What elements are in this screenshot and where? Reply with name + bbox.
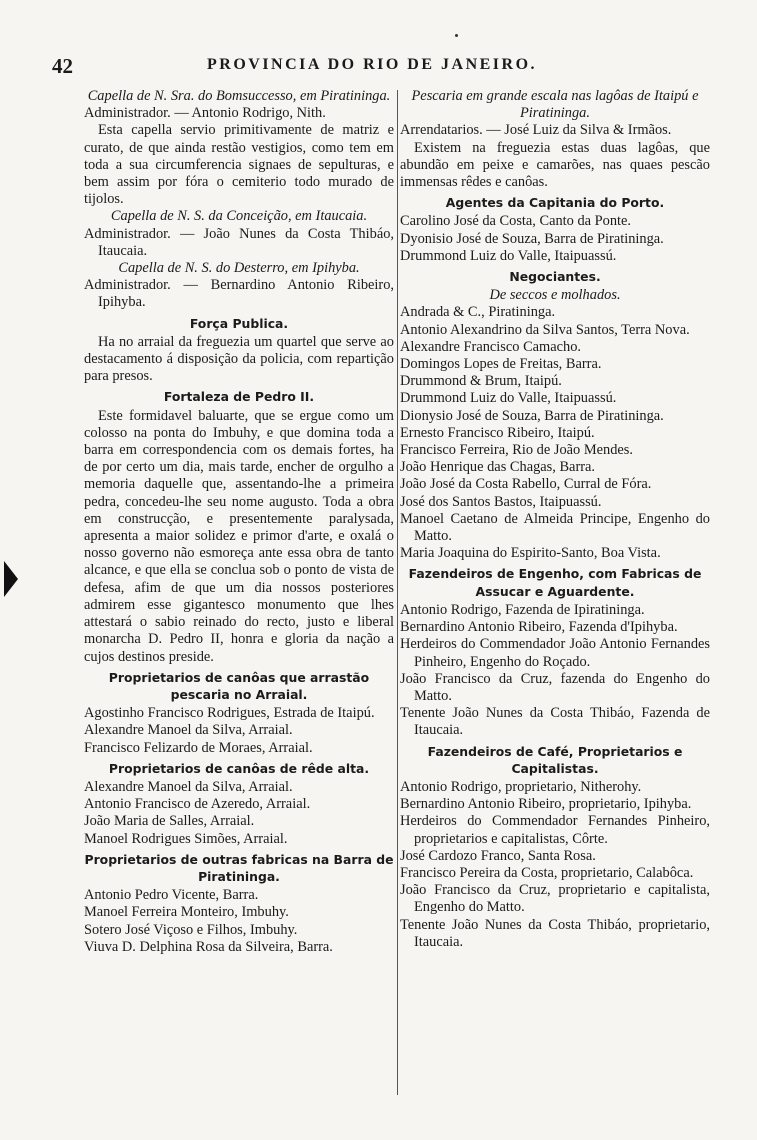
margin-arrow-mark — [4, 561, 18, 597]
list-entry: José Cardozo Franco, Santa Rosa. — [400, 847, 596, 864]
left-column — [84, 88, 394, 956]
list-entry: Maria Joaquina do Espirito-Santo, Boa Vista. — [400, 545, 661, 562]
list-entry: Tenente João Nunes da Costa Thibáo, Fazenda de Itaucaia. — [400, 705, 710, 739]
list-entry: Manoel Rodrigues Simões, Arraial. — [84, 830, 288, 847]
list-entry: Arrendatarios. — José Luiz da Silva & Irmãos. — [400, 122, 672, 139]
list-entry: José dos Santos Bastos, Itaipuassú. — [400, 493, 602, 510]
list-entry: Alexandre Francisco Camacho. — [400, 338, 582, 355]
list-entry: Bernardino Antonio Ribeiro, proprietario, Ipihyba. — [400, 796, 692, 813]
paragraph: Este formidavel baluarte, que se ergue como um colosso na ponta do Imbuhy, e que domina toda a barra em correspondencia com os demais fortes, ha de por certo um dia, mais tarde, encher de orgulho a memoria daquelle que, assentando-lhe a primeira pedra, concedeu-lhe seu nome augusto. Toda a obra em construcção, e presentemente paralysada, apresenta a maior solidez e primor d'arte, e oxalá o nosso governo não esmoreça ante essa obra de tanto alcance, e que ella se conclua sob o ponto de vista de defesa, afim de que um dia nossos posteriores admirem esse gigantesco monumento que lhes attestará o sabio reinado do recto, justo e liberal monarcha D. Pedro II, honra e gloria da nação a cujos destinos preside. — [84, 407, 394, 665]
list-entry: Andrada & C., Piratininga. — [400, 304, 556, 321]
list-entry: Tenente João Nunes da Costa Thibáo, proprietario, Itaucaia. — [400, 916, 710, 950]
section-heading: Proprietarios de canôas de rêde alta. — [108, 760, 370, 776]
section-heading: Proprietarios de outras fabricas na Barra de Piratininga. — [84, 851, 394, 884]
list-entry: Manoel Ferreira Monteiro, Imbuhy. — [84, 904, 289, 921]
section-caption: Pescaria em grande escala nas lagôas de Itaipú e Piratininga. — [411, 88, 699, 122]
section-heading: Fortaleza de Pedro II. — [163, 389, 315, 405]
list-entry: Alexandre Manoel da Silva, Arraial. — [84, 778, 293, 795]
list-entry: Dionysio José de Souza, Barra de Piratininga. — [400, 407, 664, 424]
paragraph: Existem na freguezia estas duas lagôas, que abundão em peixe e camarões, nas quaes pescão immensas rêdes e canôas. — [400, 139, 710, 191]
list-entry: Antonio Rodrigo, proprietario, Nitherohy. — [400, 778, 642, 795]
list-entry: Francisco Ferreira, Rio de João Mendes. — [400, 442, 633, 459]
list-entry: Francisco Pereira da Costa, proprietario, Calabôca. — [400, 864, 694, 881]
paragraph: Ha no arraial da freguezia um quartel que serve ao destacamento á disposição da policia, com repartição para presos. — [84, 333, 394, 385]
list-entry: Drummond & Brum, Itaipú. — [400, 373, 562, 390]
page-number: 42 — [52, 54, 73, 78]
list-entry: João Henrique das Chagas, Barra. — [400, 459, 596, 476]
section-heading: Proprietarios de canôas que arrastão pescaria no Arraial. — [108, 669, 370, 702]
section-heading: Força Publica. — [189, 315, 289, 331]
list-entry: João Francisco da Cruz, fazenda do Engenho do Matto. — [400, 670, 710, 704]
list-entry: João José da Costa Rabello, Curral de Fóra. — [400, 476, 652, 493]
section-heading: Negociantes. — [509, 269, 601, 285]
list-entry: Carolino José da Costa, Canto da Ponte. — [400, 213, 632, 230]
list-entry: Francisco Felizardo de Moraes, Arraial. — [84, 739, 313, 756]
paragraph: Administrador. — Antonio Rodrigo, Nith. — [84, 105, 326, 122]
list-entry: Bernardino Antonio Ribeiro, Fazenda d'Ipihyba. — [400, 619, 678, 636]
list-entry: Antonio Pedro Vicente, Barra. — [84, 887, 259, 904]
list-entry: João Maria de Salles, Arraial. — [84, 813, 255, 830]
column-divider — [397, 90, 398, 1095]
list-entry: Manoel Caetano de Almeida Principe, Engenho do Matto. — [400, 510, 710, 545]
list-entry: Domingos Lopes de Freitas, Barra. — [400, 356, 602, 373]
running-header — [52, 54, 712, 80]
section-caption: De seccos e molhados. — [489, 287, 621, 304]
list-entry: Herdeiros do Commendador João Antonio Fernandes Pinheiro, Engenho do Roçado. — [400, 636, 710, 670]
right-column — [400, 88, 710, 951]
list-entry: Herdeiros do Commendador Fernandes Pinheiro, proprietarios e capitalistas, Côrte. — [400, 813, 710, 847]
list-entry: Drummond Luiz do Valle, Itaipuassú. — [400, 247, 617, 264]
list-entry: Antonio Francisco de Azeredo, Arraial. — [84, 796, 311, 813]
list-entry: Antonio Alexandrino da Silva Santos, Terra Nova. — [400, 321, 690, 338]
list-entry: Drummond Luiz do Valle, Itaipuassú. — [400, 390, 617, 407]
section-heading: Agentes da Capitania do Porto. — [445, 195, 665, 211]
print-speck — [455, 34, 458, 37]
list-entry: Alexandre Manoel da Silva, Arraial. — [84, 722, 293, 739]
list-entry: Antonio Rodrigo, Fazenda de Ipiratininga. — [400, 601, 645, 618]
list-entry: Administrador. — João Nunes da Costa Thibáo, Itaucaia. — [84, 225, 394, 259]
list-entry: Viuva D. Delphina Rosa da Silveira, Barra. — [84, 938, 333, 955]
list-entry: Dyonisio José de Souza, Barra de Piratininga. — [400, 230, 664, 247]
section-heading: Fazendeiros de Engenho, com Fabricas de Assucar e Aguardente. — [408, 566, 702, 599]
list-entry: João Francisco da Cruz, proprietario e capitalista, Engenho do Matto. — [400, 882, 710, 916]
list-entry: Sotero José Viçoso e Filhos, Imbuhy. — [84, 921, 298, 938]
list-entry: Ernesto Francisco Ribeiro, Itaipú. — [400, 424, 595, 441]
list-entry: Agostinho Francisco Rodrigues, Estrada de Itaipú. — [84, 705, 375, 722]
section-heading: Fazendeiros de Café, Proprietarios e Capitalistas. — [427, 743, 683, 776]
list-entry: Administrador. — Bernardino Antonio Ribeiro, Ipihyba. — [84, 277, 394, 311]
section-caption: Capella de N. S. do Desterro, em Ipihyba. — [118, 260, 360, 277]
paragraph: Esta capella servio primitivamente de matriz e curato, de que ainda restão vestigios, como tem em toda a sua circumferencia signaes de sepulturas, e bem assim por fóra o cemiterio todo murado de tijolos. — [84, 122, 394, 208]
running-title: PROVINCIA DO RIO DE JANEIRO. — [207, 56, 538, 73]
section-caption: Capella de N. Sra. do Bomsuccesso, em Piratininga. — [87, 88, 391, 104]
section-caption: Capella de N. S. da Conceição, em Itaucaia. — [110, 208, 368, 225]
